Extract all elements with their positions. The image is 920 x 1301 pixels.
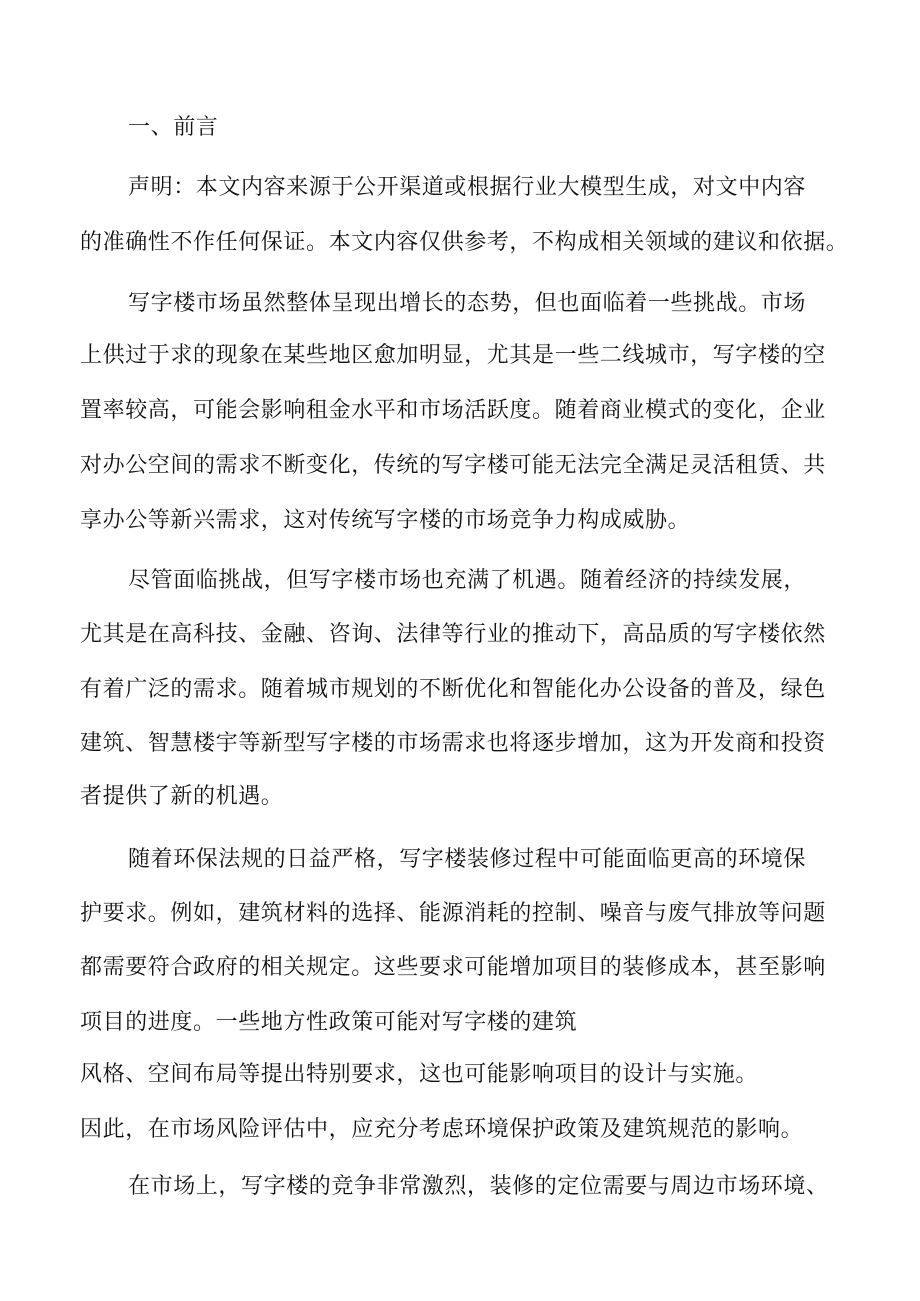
paragraph-line: 享办公等新兴需求，这对传统写字楼的市场竞争力构成威胁。 [80, 508, 691, 533]
paragraph-line: 上供过于求的现象在某些地区愈加明显，尤其是一些二线城市，写字楼的空 [80, 343, 826, 368]
paragraph-line: 有着广泛的需求。随着城市规划的不断优化和智能化办公设备的普及，绿色 [80, 677, 826, 702]
paragraph-line: 护要求。例如，建筑材料的选择、能源消耗的控制、噪音与废气排放等问题 [80, 901, 826, 926]
paragraph-line: 对办公空间的需求不断变化，传统的写字楼可能无法完全满足灵活租赁、共 [80, 453, 826, 478]
paragraph-line: 项目的进度。一些地方性政策可能对写字楼的建筑 [80, 1010, 578, 1035]
paragraph-line: 尽管面临挑战，但写字楼市场也充满了机遇。随着经济的持续发展， [128, 568, 807, 593]
paragraph-line: 写字楼市场虽然整体呈现出增长的态势，但也面临着一些挑战。市场 [128, 291, 807, 316]
paragraph-line: 的准确性不作任何保证。本文内容仅供参考，不构成相关领域的建议和依据。 [80, 230, 849, 255]
paragraph-line: 风格、空间布局等提出特别要求，这也可能影响项目的设计与实施。 [80, 1062, 759, 1087]
section-heading: 一、前言 [128, 115, 219, 140]
paragraph-line: 声明：本文内容来源于公开渠道或根据行业大模型生成，对文中内容 [128, 175, 807, 200]
paragraph-line: 因此，在市场风险评估中，应充分考虑环境保护政策及建筑规范的影响。 [80, 1117, 804, 1142]
paragraph-line: 尤其是在高科技、金融、咨询、法律等行业的推动下，高品质的写字楼依然 [80, 622, 826, 647]
paragraph-line: 都需要符合政府的相关规定。这些要求可能增加项目的装修成本，甚至影响 [80, 955, 826, 980]
paragraph-line: 随着环保法规的日益严格，写字楼装修过程中可能面临更高的环境保 [128, 847, 807, 872]
paragraph-line: 置率较高，可能会影响租金水平和市场活跃度。随着商业模式的变化，企业 [80, 398, 826, 423]
paragraph-line: 在市场上，写字楼的竞争非常激烈，装修的定位需要与周边市场环境、 [128, 1174, 829, 1199]
paragraph-line: 者提供了新的机遇。 [80, 784, 284, 809]
paragraph-line: 建筑、智慧楼宇等新型写字楼的市场需求也将逐步增加，这为开发商和投资 [80, 731, 826, 756]
